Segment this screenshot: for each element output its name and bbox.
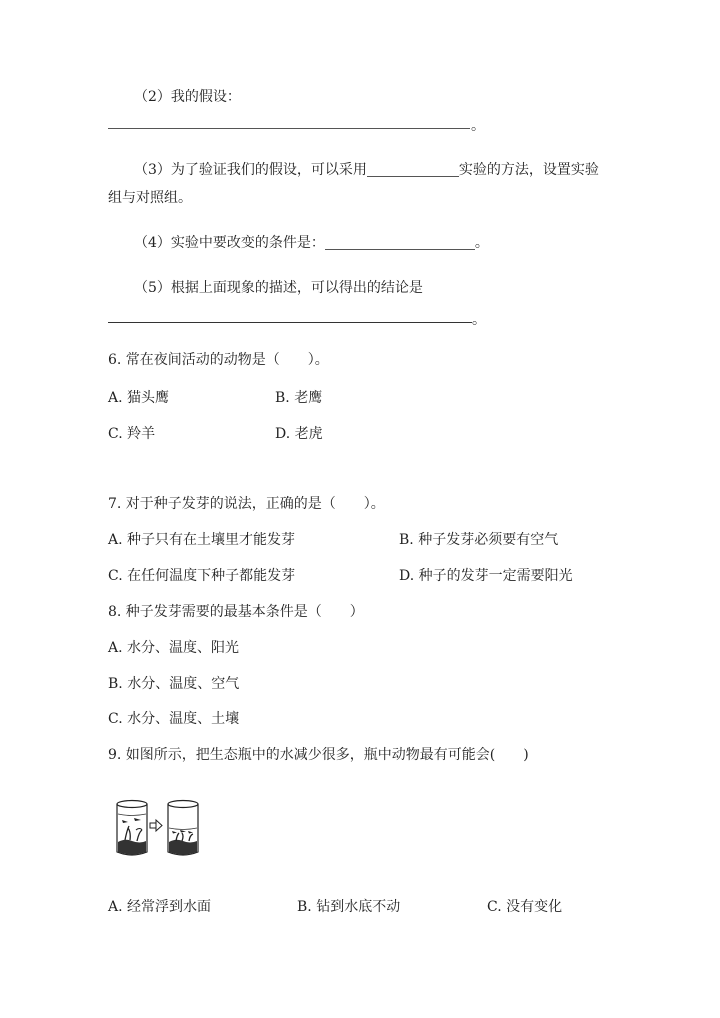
- q7-option-b[interactable]: B. 种子发芽必须要有空气: [399, 532, 559, 548]
- q6-option-b[interactable]: B. 老鹰: [275, 390, 323, 406]
- answer-blank-q5-3[interactable]: [367, 162, 459, 177]
- q8-option-b[interactable]: B. 水分、温度、空气: [108, 676, 240, 692]
- q5-part4-text: [134, 233, 489, 253]
- q5-part3-text: [134, 160, 599, 180]
- q5-part2-end: 。: [471, 118, 485, 134]
- q5-part5-label: （5）根据上面现象的描述，可以得出的结论是: [134, 280, 423, 296]
- q7-option-c[interactable]: C. 在任何温度下种子都能发芽: [108, 568, 296, 584]
- answer-blank-q5-4[interactable]: [325, 235, 475, 250]
- q6-option-d[interactable]: D. 老虎: [275, 426, 323, 442]
- q5-part4-label: （4）实验中要改变的条件是：: [134, 235, 325, 251]
- q9-stem: 9. 如图所示，把生态瓶中的水减少很多，瓶中动物最有可能会( ): [108, 747, 529, 763]
- q5-part3-line2: 组与对照组。: [108, 190, 192, 206]
- q5-part3-pre: （3）为了验证我们的假设，可以采用: [134, 162, 367, 178]
- q6-option-a[interactable]: A. 猫头鹰: [108, 390, 170, 406]
- q7-option-d[interactable]: D. 种子的发芽一定需要阳光: [399, 568, 573, 584]
- q9-option-a[interactable]: A. 经常浮到水面: [108, 899, 212, 915]
- q8-option-a[interactable]: A. 水分、温度、阳光: [108, 640, 240, 656]
- q5-part5-end: 。: [472, 312, 486, 328]
- q8-option-c[interactable]: C. 水分、温度、土壤: [108, 711, 240, 727]
- ecology-bottle-illustration-icon: [110, 798, 210, 860]
- answer-blank-q5-5[interactable]: [108, 322, 472, 323]
- q6-stem: 6. 常在夜间活动的动物是（ ）。: [108, 352, 329, 368]
- q5-part4-end: 。: [474, 235, 489, 251]
- q8-stem: 8. 种子发芽需要的最基本条件是（ ）: [108, 604, 364, 620]
- q6-option-c[interactable]: C. 羚羊: [108, 426, 156, 442]
- answer-blank-q5-2[interactable]: [108, 128, 470, 129]
- q9-option-b[interactable]: B. 钻到水底不动: [297, 899, 401, 915]
- q5-part3-post: 实验的方法，设置实验: [458, 162, 599, 178]
- q7-stem: 7. 对于种子发芽的说法，正确的是（ ）。: [108, 496, 385, 512]
- q7-option-a[interactable]: A. 种子只有在土壤里才能发芽: [108, 532, 296, 548]
- q9-option-c[interactable]: C. 没有变化: [487, 899, 563, 915]
- q5-part2-label: （2）我的假设：: [134, 89, 241, 105]
